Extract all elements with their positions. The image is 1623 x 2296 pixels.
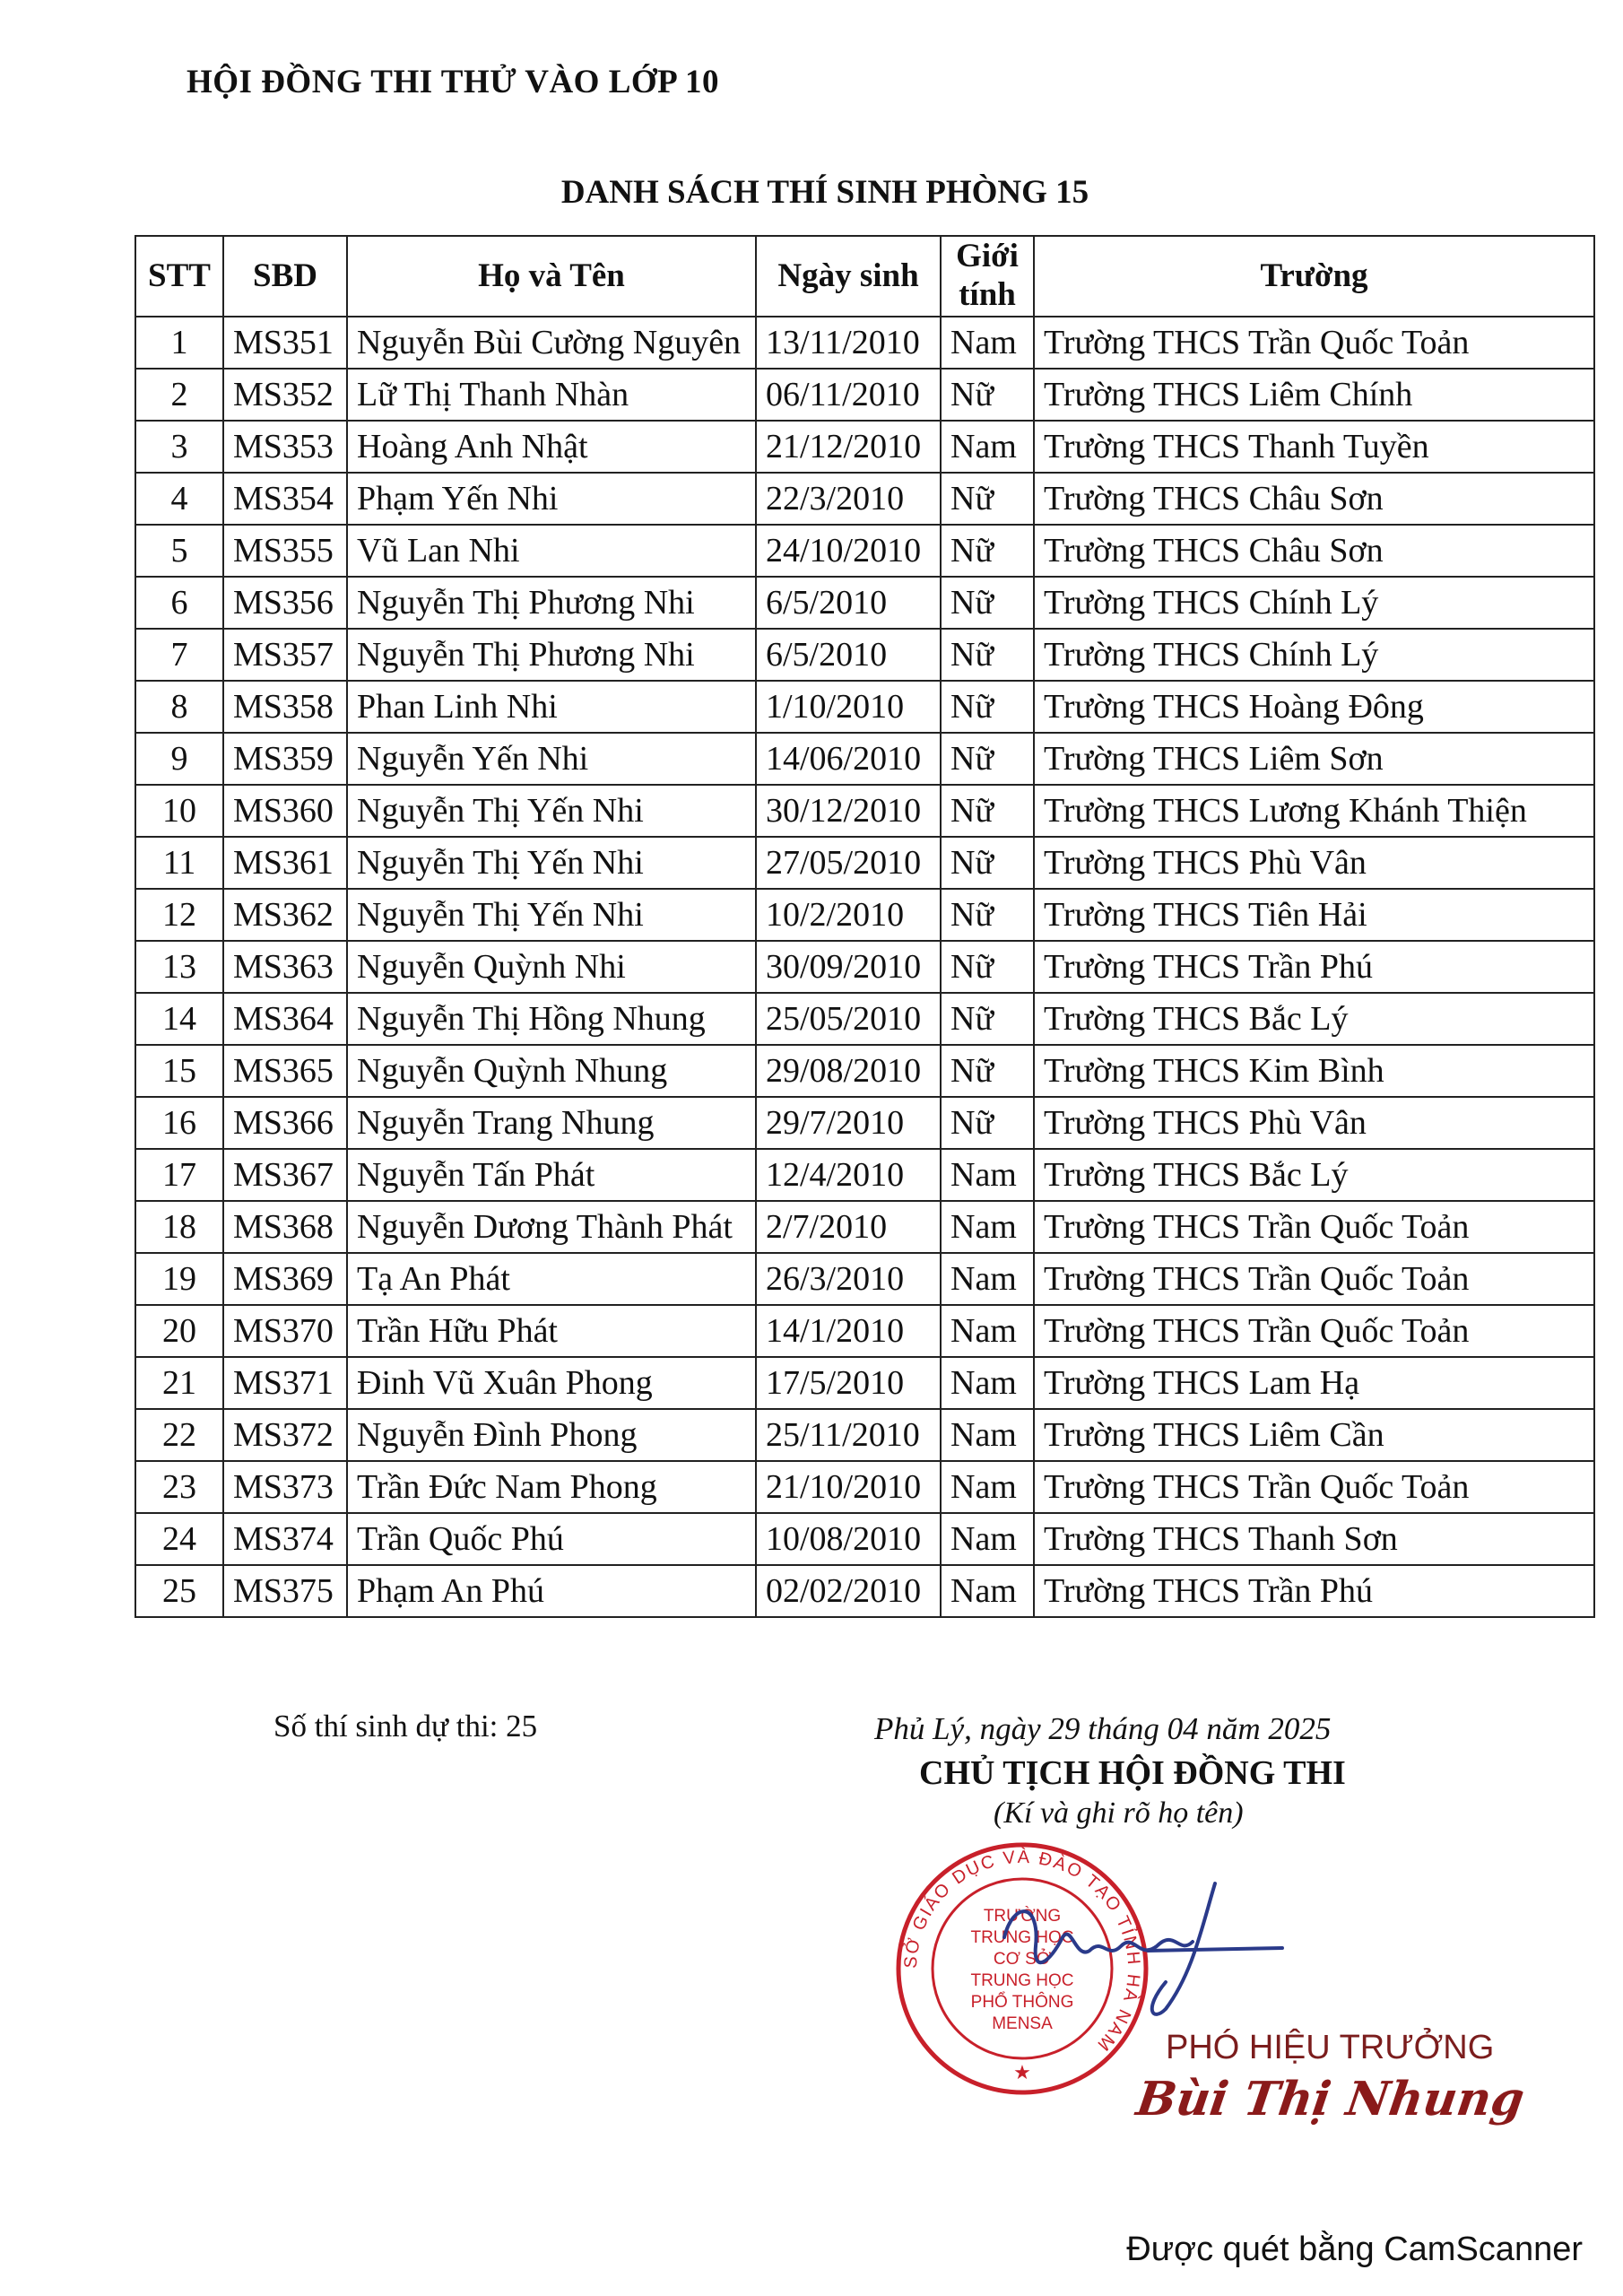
table-row <box>135 1461 1594 1513</box>
cell-stt: 9 <box>135 733 223 785</box>
cell-gender: Nam <box>941 1409 1034 1461</box>
cell-school: Trường THCS Trần Phú <box>1034 941 1594 993</box>
cell-dob: 22/3/2010 <box>756 473 941 525</box>
signer-name: Bùi Thị Nhung <box>1133 2072 1528 2126</box>
cell-dob: 30/09/2010 <box>756 941 941 993</box>
cell-gender: Nữ <box>941 993 1034 1045</box>
cell-dob: 14/1/2010 <box>756 1305 941 1357</box>
council-title: HỘI ĐỒNG THI THỬ VÀO LỚP 10 <box>187 64 719 100</box>
cell-school: Trường THCS Kim Bình <box>1034 1045 1594 1097</box>
cell-name: Phạm Yến Nhi <box>347 473 756 525</box>
cell-dob: 27/05/2010 <box>756 837 941 889</box>
col-header-school: Trường <box>1034 236 1594 317</box>
cell-gender: Nữ <box>941 629 1034 681</box>
cell-dob: 10/2/2010 <box>756 889 941 941</box>
cell-name: Tạ An Phát <box>347 1253 756 1305</box>
cell-sbd: MS356 <box>223 577 347 629</box>
cell-school: Trường THCS Chính Lý <box>1034 629 1594 681</box>
cell-name: Nguyễn Thị Yến Nhi <box>347 837 756 889</box>
cell-sbd: MS373 <box>223 1461 347 1513</box>
cell-school: Trường THCS Liêm Cần <box>1034 1409 1594 1461</box>
cell-school: Trường THCS Liêm Chính <box>1034 369 1594 421</box>
cell-gender: Nữ <box>941 785 1034 837</box>
cell-dob: 25/11/2010 <box>756 1409 941 1461</box>
cell-sbd: MS365 <box>223 1045 347 1097</box>
table-row <box>135 577 1594 629</box>
list-title: DANH SÁCH THÍ SINH PHÒNG 15 <box>560 174 1089 211</box>
cell-dob: 24/10/2010 <box>756 525 941 577</box>
stamp-line-3: CƠ SỞ <box>993 1950 1052 1969</box>
table-row <box>135 837 1594 889</box>
place-date: Phủ Lý, ngày 29 tháng 04 năm 2025 <box>874 1711 1332 1746</box>
cell-stt: 13 <box>135 941 223 993</box>
cell-gender: Nữ <box>941 941 1034 993</box>
cell-dob: 25/05/2010 <box>756 993 941 1045</box>
table-row <box>135 1409 1594 1461</box>
cell-sbd: MS374 <box>223 1513 347 1565</box>
cell-stt: 14 <box>135 993 223 1045</box>
cell-stt: 12 <box>135 889 223 941</box>
cell-name: Nguyễn Yến Nhi <box>347 733 756 785</box>
cell-gender: Nam <box>941 1461 1034 1513</box>
table-header-row <box>135 236 1594 317</box>
cell-stt: 19 <box>135 1253 223 1305</box>
cell-school: Trường THCS Trần Quốc Toản <box>1034 1461 1594 1513</box>
cell-school: Trường THCS Chính Lý <box>1034 577 1594 629</box>
cell-gender: Nam <box>941 317 1034 369</box>
cell-stt: 21 <box>135 1357 223 1409</box>
cell-name: Hoàng Anh Nhật <box>347 421 756 473</box>
table-row <box>135 1201 1594 1253</box>
cell-gender: Nữ <box>941 525 1034 577</box>
cell-gender: Nam <box>941 1253 1034 1305</box>
table-row <box>135 1149 1594 1201</box>
cell-dob: 10/08/2010 <box>756 1513 941 1565</box>
cell-stt: 2 <box>135 369 223 421</box>
cell-sbd: MS363 <box>223 941 347 993</box>
cell-sbd: MS368 <box>223 1201 347 1253</box>
stamp-line-1: TRƯỜNG <box>983 1907 1062 1926</box>
cell-gender: Nam <box>941 1565 1034 1617</box>
cell-stt: 15 <box>135 1045 223 1097</box>
cell-dob: 30/12/2010 <box>756 785 941 837</box>
cell-sbd: MS372 <box>223 1409 347 1461</box>
cell-name: Nguyễn Quỳnh Nhi <box>347 941 756 993</box>
cell-dob: 29/7/2010 <box>756 1097 941 1149</box>
cell-school: Trường THCS Bắc Lý <box>1034 993 1594 1045</box>
cell-sbd: MS369 <box>223 1253 347 1305</box>
cell-name: Nguyễn Thị Phương Nhi <box>347 629 756 681</box>
cell-dob: 21/12/2010 <box>756 421 941 473</box>
table-row <box>135 1045 1594 1097</box>
cell-dob: 29/08/2010 <box>756 1045 941 1097</box>
cell-school: Trường THCS Trần Quốc Toản <box>1034 1305 1594 1357</box>
cell-sbd: MS375 <box>223 1565 347 1617</box>
table-row <box>135 317 1594 369</box>
cell-name: Nguyễn Thị Yến Nhi <box>347 889 756 941</box>
cell-name: Đinh Vũ Xuân Phong <box>347 1357 756 1409</box>
table-row <box>135 993 1594 1045</box>
cell-stt: 10 <box>135 785 223 837</box>
cell-sbd: MS360 <box>223 785 347 837</box>
cell-name: Nguyễn Thị Phương Nhi <box>347 577 756 629</box>
cell-name: Trần Hữu Phát <box>347 1305 756 1357</box>
cell-dob: 2/7/2010 <box>756 1201 941 1253</box>
col-header-name: Họ và Tên <box>347 236 756 317</box>
cell-stt: 16 <box>135 1097 223 1149</box>
cell-stt: 8 <box>135 681 223 733</box>
table-row <box>135 525 1594 577</box>
cell-dob: 6/5/2010 <box>756 577 941 629</box>
table-row <box>135 1513 1594 1565</box>
table-row <box>135 1305 1594 1357</box>
cell-name: Nguyễn Trang Nhung <box>347 1097 756 1149</box>
cell-sbd: MS355 <box>223 525 347 577</box>
cell-name: Trần Quốc Phú <box>347 1513 756 1565</box>
table-row <box>135 629 1594 681</box>
col-header-dob: Ngày sinh <box>756 236 941 317</box>
cell-name: Lữ Thị Thanh Nhàn <box>347 369 756 421</box>
cell-dob: 1/10/2010 <box>756 681 941 733</box>
cell-school: Trường THCS Trần Quốc Toản <box>1034 317 1594 369</box>
table-row <box>135 1253 1594 1305</box>
cell-school: Trường THCS Liêm Sơn <box>1034 733 1594 785</box>
cell-stt: 11 <box>135 837 223 889</box>
cell-stt: 6 <box>135 577 223 629</box>
cell-name: Nguyễn Đình Phong <box>347 1409 756 1461</box>
camscanner-watermark: Được quét bằng CamScanner <box>1126 2231 1583 2268</box>
cell-school: Trường THCS Hoàng Đông <box>1034 681 1594 733</box>
cell-stt: 5 <box>135 525 223 577</box>
col-header-sbd: SBD <box>223 236 347 317</box>
cell-school: Trường THCS Thanh Tuyền <box>1034 421 1594 473</box>
cell-school: Trường THCS Bắc Lý <box>1034 1149 1594 1201</box>
cell-sbd: MS357 <box>223 629 347 681</box>
cell-stt: 25 <box>135 1565 223 1617</box>
cell-name: Nguyễn Quỳnh Nhung <box>347 1045 756 1097</box>
cell-dob: 02/02/2010 <box>756 1565 941 1617</box>
cell-gender: Nữ <box>941 369 1034 421</box>
cell-school: Trường THCS Trần Quốc Toản <box>1034 1201 1594 1253</box>
cell-dob: 26/3/2010 <box>756 1253 941 1305</box>
cell-stt: 17 <box>135 1149 223 1201</box>
cell-name: Trần Đức Nam Phong <box>347 1461 756 1513</box>
table-row <box>135 421 1594 473</box>
cell-stt: 20 <box>135 1305 223 1357</box>
cell-sbd: MS366 <box>223 1097 347 1149</box>
cell-stt: 1 <box>135 317 223 369</box>
cell-gender: Nam <box>941 1305 1034 1357</box>
table-row <box>135 733 1594 785</box>
svg-text:★: ★ <box>1013 2061 1031 2083</box>
table-row <box>135 941 1594 993</box>
cell-dob: 21/10/2010 <box>756 1461 941 1513</box>
stamp-ring-text: SỞ GIÁO DỤC VÀ ĐÀO TẠO TỈNH HÀ NAM <box>900 1847 1144 2056</box>
cell-gender: Nữ <box>941 577 1034 629</box>
cell-name: Vũ Lan Nhi <box>347 525 756 577</box>
cell-name: Phạm An Phú <box>347 1565 756 1617</box>
cell-stt: 3 <box>135 421 223 473</box>
candidate-count: Số thí sinh dự thi: 25 <box>273 1709 538 1744</box>
cell-name: Nguyễn Thị Yến Nhi <box>347 785 756 837</box>
chair-title: CHỦ TỊCH HỘI ĐỒNG THI <box>919 1754 1346 1792</box>
cell-sbd: MS351 <box>223 317 347 369</box>
cell-name: Nguyễn Dương Thành Phát <box>347 1201 756 1253</box>
cell-sbd: MS370 <box>223 1305 347 1357</box>
candidate-table <box>135 235 1595 1618</box>
cell-sbd: MS364 <box>223 993 347 1045</box>
cell-gender: Nữ <box>941 837 1034 889</box>
stamp-line-4: TRUNG HỌC <box>970 1971 1074 1990</box>
cell-school: Trường THCS Thanh Sơn <box>1034 1513 1594 1565</box>
cell-stt: 4 <box>135 473 223 525</box>
cell-dob: 14/06/2010 <box>756 733 941 785</box>
table-row <box>135 1097 1594 1149</box>
cell-school: Trường THCS Lương Khánh Thiện <box>1034 785 1594 837</box>
cell-sbd: MS354 <box>223 473 347 525</box>
cell-stt: 24 <box>135 1513 223 1565</box>
cell-gender: Nam <box>941 1149 1034 1201</box>
cell-gender: Nữ <box>941 733 1034 785</box>
signature-icon <box>983 1874 1309 2027</box>
stamp-line-6: MENSA <box>992 2014 1053 2033</box>
cell-dob: 06/11/2010 <box>756 369 941 421</box>
table-row <box>135 681 1594 733</box>
cell-gender: Nữ <box>941 681 1034 733</box>
sign-note: (Kí và ghi rõ họ tên) <box>994 1796 1244 1830</box>
cell-sbd: MS352 <box>223 369 347 421</box>
table-row <box>135 473 1594 525</box>
cell-name: Phan Linh Nhi <box>347 681 756 733</box>
cell-gender: Nam <box>941 1201 1034 1253</box>
stamp-line-5: PHỔ THÔNG <box>970 1993 1074 2012</box>
cell-gender: Nam <box>941 421 1034 473</box>
table-row <box>135 1565 1594 1617</box>
table-row <box>135 785 1594 837</box>
cell-name: Nguyễn Tấn Phát <box>347 1149 756 1201</box>
cell-school: Trường THCS Phù Vân <box>1034 1097 1594 1149</box>
cell-name: Nguyễn Bùi Cường Nguyên <box>347 317 756 369</box>
signer-role: PHÓ HIỆU TRƯỞNG <box>1166 2029 1495 2066</box>
cell-sbd: MS353 <box>223 421 347 473</box>
cell-sbd: MS367 <box>223 1149 347 1201</box>
cell-stt: 22 <box>135 1409 223 1461</box>
cell-school: Trường THCS Trần Phú <box>1034 1565 1594 1617</box>
cell-gender: Nữ <box>941 1045 1034 1097</box>
stamp-line-2: TRUNG HỌC <box>970 1928 1074 1947</box>
cell-name: Nguyễn Thị Hồng Nhung <box>347 993 756 1045</box>
table-row <box>135 1357 1594 1409</box>
cell-school: Trường THCS Phù Vân <box>1034 837 1594 889</box>
cell-school: Trường THCS Châu Sơn <box>1034 473 1594 525</box>
cell-school: Trường THCS Trần Quốc Toản <box>1034 1253 1594 1305</box>
cell-sbd: MS362 <box>223 889 347 941</box>
cell-gender: Nam <box>941 1513 1034 1565</box>
cell-dob: 13/11/2010 <box>756 317 941 369</box>
table-row <box>135 889 1594 941</box>
cell-school: Trường THCS Lam Hạ <box>1034 1357 1594 1409</box>
cell-school: Trường THCS Tiên Hải <box>1034 889 1594 941</box>
col-header-gender: Giới tính <box>941 236 1034 317</box>
cell-stt: 23 <box>135 1461 223 1513</box>
cell-dob: 12/4/2010 <box>756 1149 941 1201</box>
cell-gender: Nam <box>941 1357 1034 1409</box>
cell-dob: 6/5/2010 <box>756 629 941 681</box>
cell-sbd: MS358 <box>223 681 347 733</box>
cell-sbd: MS371 <box>223 1357 347 1409</box>
cell-stt: 7 <box>135 629 223 681</box>
col-header-stt: STT <box>135 236 223 317</box>
cell-gender: Nữ <box>941 889 1034 941</box>
cell-gender: Nữ <box>941 473 1034 525</box>
cell-school: Trường THCS Châu Sơn <box>1034 525 1594 577</box>
cell-dob: 17/5/2010 <box>756 1357 941 1409</box>
cell-sbd: MS361 <box>223 837 347 889</box>
table-row <box>135 369 1594 421</box>
cell-gender: Nữ <box>941 1097 1034 1149</box>
cell-sbd: MS359 <box>223 733 347 785</box>
cell-stt: 18 <box>135 1201 223 1253</box>
